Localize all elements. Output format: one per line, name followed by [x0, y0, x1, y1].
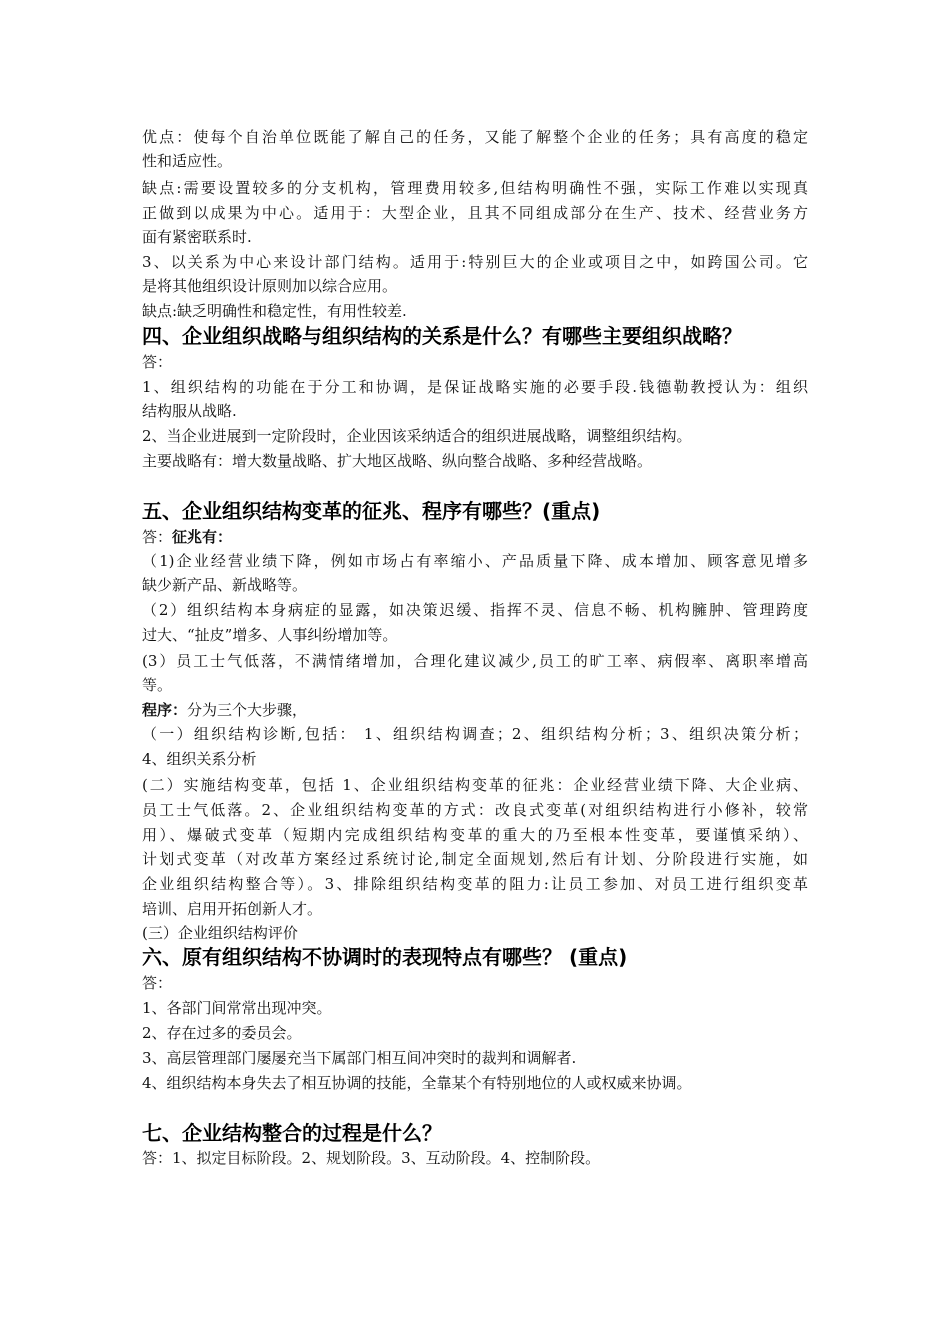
paragraph-line: 企业组织结构整合等）。3、排除组织结构变革的阻力:让员工参加、对员工进行组织变革 [142, 875, 808, 893]
answer-label: 答： [142, 528, 173, 546]
section-heading-5: 五、企业组织结构变革的征兆、程序有哪些？(重点) [142, 499, 601, 523]
paragraph-line: （2）组织结构本身病症的显露，如决策迟缓、指挥不灵、信息不畅、机构臃肿、管理跨度 [142, 601, 808, 619]
answer-label: 答： [142, 974, 173, 992]
paragraph-line: 是将其他组织设计原则加以综合应用。 [142, 277, 398, 295]
paragraph-line: 培训、启用开拓创新人才。 [142, 900, 323, 918]
section-heading-6: 六、原有组织结构不协调时的表现特点有哪些？ (重点) [142, 945, 628, 969]
paragraph-line: (二）实施结构变革，包括 1、企业组织结构变革的征兆：企业经营业绩下降、大企业病、 [142, 776, 808, 794]
paragraph-line: 4、组织关系分析 [142, 750, 257, 768]
paragraph-line: （1)企业经营业绩下降，例如市场占有率缩小、产品质量下降、成本增加、顾客意见增多 [142, 552, 808, 570]
paragraph-line: 1、组织结构的功能在于分工和协调，是保证战略实施的必要手段.钱德勒教授认为：组织 [142, 378, 808, 396]
section-heading-4: 四、企业组织战略与组织结构的关系是什么？有哪些主要组织战略？ [142, 324, 742, 348]
section-heading-7: 七、企业结构整合的过程是什么？ [142, 1121, 442, 1145]
paragraph-line: 缺少新产品、新战略等。 [142, 576, 308, 594]
paragraph-line: 正做到以成果为中心。适用于：大型企业，且其不同组成部分在生产、技术、经营业务方 [142, 204, 808, 222]
subheading-signs: 征兆有： [172, 528, 233, 546]
paragraph-line: 过大、“扯皮”增多、人事纠纷增加等。 [142, 626, 398, 644]
paragraph-line: 1、各部门间常常出现冲突。 [142, 999, 332, 1017]
paragraph-line: 3、高层管理部门屡屡充当下属部门相互间冲突时的裁判和调解者. [142, 1049, 577, 1067]
paragraph-line: 计划式变革（对改革方案经过系统讨论,制定全面规划,然后有计划、分阶段进行实施，如 [142, 850, 808, 868]
paragraph-line: 缺点:需要设置较多的分支机构，管理费用较多,但结构明确性不强，实际工作难以实现真 [142, 179, 808, 197]
paragraph-line: 等。 [142, 676, 173, 694]
procedure-line [142, 698, 307, 722]
paragraph-line: 2、当企业进展到一定阶段时，企业因该采纳适合的组织进展战略，调整组织结构。 [142, 427, 692, 445]
paragraph-line: 缺点:缺乏明确性和稳定性，有用性较差. [142, 302, 407, 320]
paragraph-line: 主要战略有：增大数量战略、扩大地区战略、纵向整合战略、多种经营战略。 [142, 452, 653, 470]
paragraph-line: 用）、爆破式变革（短期内完成组织结构变革的重大的乃至根本性变革，要谨慎采纳）、 [142, 826, 808, 844]
answer-label: 答： [142, 353, 173, 371]
answer-line [142, 525, 232, 549]
paragraph-line: 4、组织结构本身失去了相互协调的技能，全靠某个有特别地位的人或权威来协调。 [142, 1074, 692, 1092]
procedure-text: 分为三个大步骤， [187, 701, 308, 719]
paragraph-line: 2、存在过多的委员会。 [142, 1024, 302, 1042]
paragraph-line: 员工士气低落。2、企业组织结构变革的方式：改良式变革(对组织结构进行小修补，较常 [142, 801, 808, 819]
paragraph-line: 优点：使每个自治单位既能了解自己的任务，又能了解整个企业的任务；具有高度的稳定 [142, 128, 808, 146]
paragraph-line: 答：1、拟定目标阶段。2、规划阶段。3、互动阶段。4、控制阶段。 [142, 1149, 601, 1167]
paragraph-line: （一）组织结构诊断,包括： 1、组织结构调查；2、组织结构分析；3、组织决策分析； [142, 725, 808, 743]
paragraph-line: (三）企业组织结构评价 [142, 924, 298, 942]
paragraph-line: (3）员工士气低落，不满情绪增加，合理化建议减少,员工的旷工率、病假率、离职率增高 [142, 652, 808, 670]
paragraph-line: 3、以关系为中心来设计部门结构。适用于:特别巨大的企业或项目之中，如跨国公司。它 [142, 253, 808, 271]
paragraph-line: 性和适应性。 [142, 152, 233, 170]
paragraph-line: 面有紧密联系时. [142, 228, 252, 246]
paragraph-line: 结构服从战略. [142, 402, 237, 420]
subheading-procedure: 程序： [142, 701, 188, 719]
